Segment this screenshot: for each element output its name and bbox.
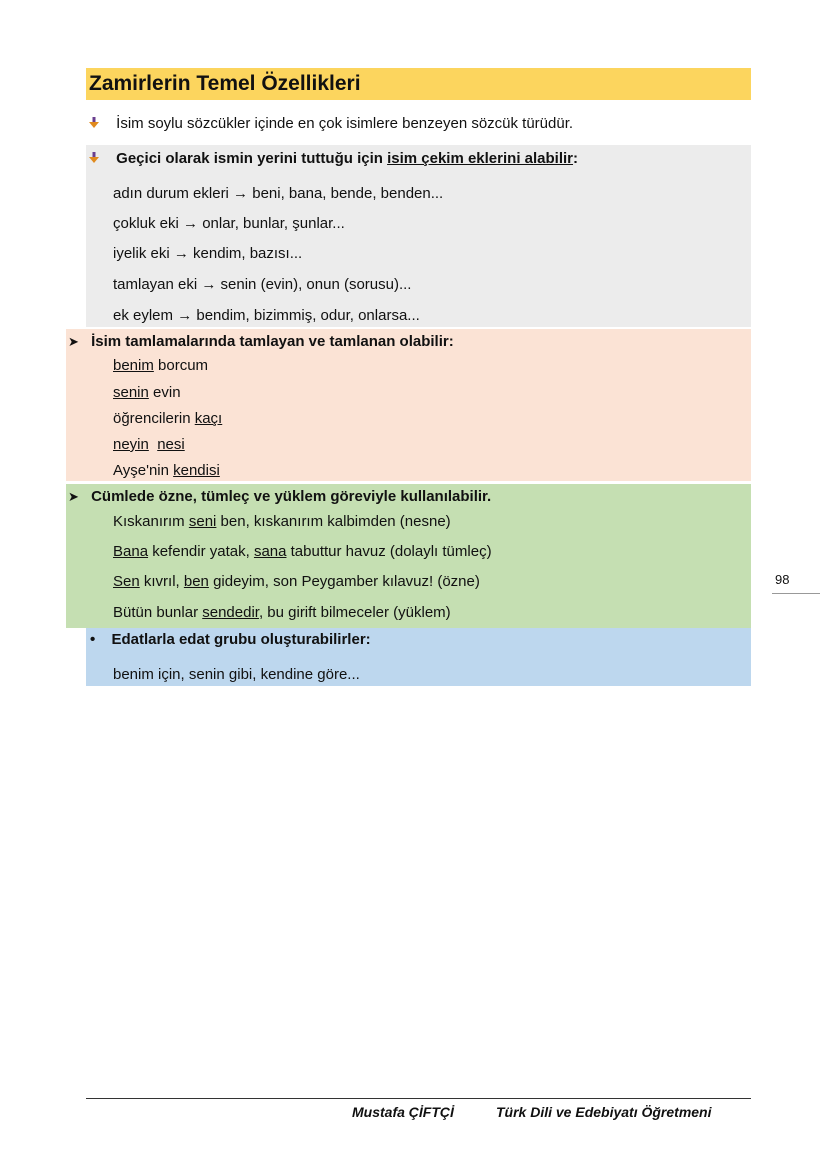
bullet-item [88,114,573,134]
bullet-text: İsim soylu sözcükler içinde en çok isimlere benzeyen sözcük türüdür. [116,115,574,132]
list-item: adın durum ekleri → beni, bana, bende, benden... [113,185,444,202]
page-title: Zamirlerin Temel Özellikleri [86,68,751,100]
dot-bullet-icon: • [90,631,96,648]
section-gray [86,145,751,327]
section-blue-heading: • Edatlarla edat grubu oluşturabilirler: [90,631,371,648]
list-item: neyin nesi [113,436,185,453]
list-item: ek eylem → bendim, bizimmiş, odur, onlarsa... [113,307,420,324]
list-item: senin evin [113,384,181,401]
arrowhead-bullet-icon: ➤ [68,489,79,504]
footer-role: Türk Dili ve Edebiyatı Öğretmeni [496,1104,712,1120]
list-item: benim için, senin gibi, kendine göre... [113,666,360,683]
list-item: çokluk eki → onlar, bunlar, şunlar... [113,215,345,232]
list-item: Ayşe'nin kendisi [113,462,220,479]
footer-author: Mustafa ÇİFTÇİ [352,1104,454,1120]
footer-rule [86,1098,751,1099]
list-item: öğrencilerin kaçı [113,410,223,427]
list-item: tamlayan eki → senin (evin), onun (sorusu)... [113,276,412,293]
list-item: Bana kefendir yatak, sana tabuttur havuz (dolaylı tümleç) [113,543,492,560]
down-arrow-bullet-icon [88,151,100,165]
section-gray-heading: Geçici olarak ismin yerini tuttuğu için isim çekim eklerini alabilir: [88,149,578,169]
list-item: Kıskanırım seni ben, kıskanırım kalbimden (nesne) [113,513,451,530]
page-number: 98 [775,572,790,587]
list-item: iyelik eki → kendim, bazısı... [113,245,303,262]
down-arrow-bullet-icon [88,116,100,130]
section-peach-heading: ➤ İsim tamlamalarında tamlayan ve tamlanan olabilir: [68,333,454,350]
list-item: Sen kıvrıl, ben gideyim, son Peygamber kılavuz! (özne) [113,573,480,590]
list-item: Bütün bunlar sendedir, bu girift bilmeceler (yüklem) [113,604,451,621]
section-green-heading: ➤ Cümlede özne, tümleç ve yüklem göreviyle kullanılabilir. [68,488,492,505]
page-number-rule [772,593,820,594]
arrowhead-bullet-icon: ➤ [68,334,79,349]
list-item: benim borcum [113,357,209,374]
